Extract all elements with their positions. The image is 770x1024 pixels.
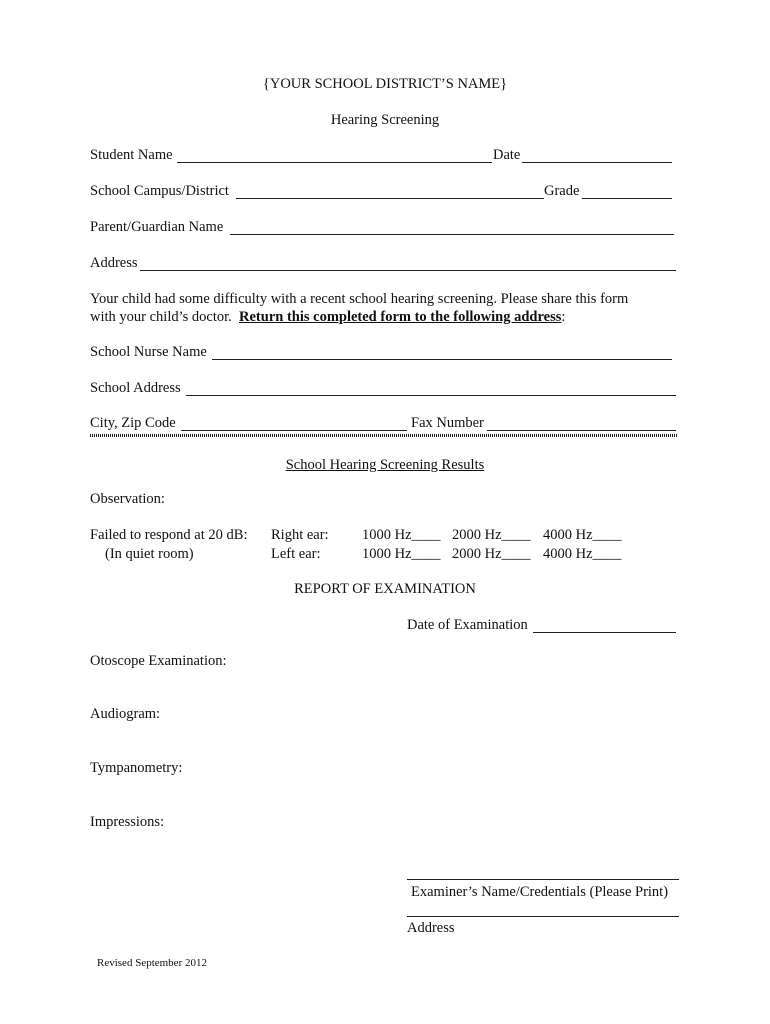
instructions-line2	[90, 309, 565, 326]
report-heading: REPORT OF EXAMINATION	[294, 581, 476, 597]
left-ear-label: Left ear:	[271, 546, 321, 562]
observation-label: Observation:	[90, 491, 165, 507]
exam-date-label: Date of Examination	[407, 617, 528, 633]
right-2000hz[interactable]: 2000 Hz____	[452, 527, 531, 543]
left-2000hz[interactable]: 2000 Hz____	[452, 546, 531, 562]
school-campus-label: School Campus/District	[90, 183, 229, 199]
right-ear-label: Right ear:	[271, 527, 329, 543]
address-label: Address	[90, 255, 138, 271]
school-address-label: School Address	[90, 380, 181, 396]
address-field[interactable]	[140, 270, 676, 271]
results-heading	[0, 457, 770, 474]
city-zip-field[interactable]	[181, 430, 407, 431]
audiogram-label: Audiogram:	[90, 706, 161, 722]
city-zip-label: City, Zip Code	[90, 415, 176, 431]
student-name-label: Student Name	[90, 147, 173, 163]
right-1000hz[interactable]: 1000 Hz____	[362, 527, 441, 543]
instructions-line1: Your child had some difficulty with a recent school hearing screening. Please share this form	[90, 291, 629, 307]
examiner-address-label: Address	[407, 920, 455, 936]
date-field[interactable]	[522, 162, 672, 163]
student-name-field[interactable]	[177, 162, 492, 163]
fax-label: Fax Number	[411, 415, 484, 431]
examiner-address-line[interactable]	[407, 916, 679, 917]
revised-date: Revised September 2012	[97, 957, 207, 969]
instructions-suffix: :	[561, 309, 566, 325]
right-4000hz[interactable]: 4000 Hz____	[543, 527, 622, 543]
grade-label: Grade	[544, 183, 580, 199]
tympanometry-label: Tympanometry:	[90, 760, 183, 776]
date-label: Date	[493, 147, 521, 163]
nurse-name-label: School Nurse Name	[90, 344, 207, 360]
parent-guardian-field[interactable]	[230, 234, 674, 235]
form-title: Hearing Screening	[330, 112, 440, 128]
fax-field[interactable]	[487, 430, 676, 431]
left-4000hz[interactable]: 4000 Hz____	[543, 546, 622, 562]
instructions-prefix: with your child’s doctor.	[90, 309, 240, 325]
impressions-label: Impressions:	[90, 814, 165, 830]
otoscope-label: Otoscope Examination:	[90, 653, 227, 669]
exam-date-field[interactable]	[533, 632, 676, 633]
grade-field[interactable]	[582, 198, 672, 199]
failed-label: Failed to respond at 20 dB:	[90, 527, 248, 543]
examiner-label: Examiner’s Name/Credentials (Please Print)	[411, 884, 669, 900]
school-campus-field[interactable]	[236, 198, 544, 199]
parent-guardian-label: Parent/Guardian Name	[90, 219, 224, 235]
section-divider	[90, 434, 678, 437]
examiner-signature-line[interactable]	[407, 879, 679, 880]
return-address-emphasis: Return this completed form to the following address	[239, 309, 562, 325]
results-heading-text: School Hearing Screening Results	[285, 457, 485, 473]
nurse-name-field[interactable]	[212, 359, 672, 360]
quiet-room-label: (In quiet room)	[105, 546, 194, 562]
left-1000hz[interactable]: 1000 Hz____	[362, 546, 441, 562]
school-address-field[interactable]	[186, 395, 676, 396]
district-name: {YOUR SCHOOL DISTRICT’S NAME}	[262, 76, 508, 92]
